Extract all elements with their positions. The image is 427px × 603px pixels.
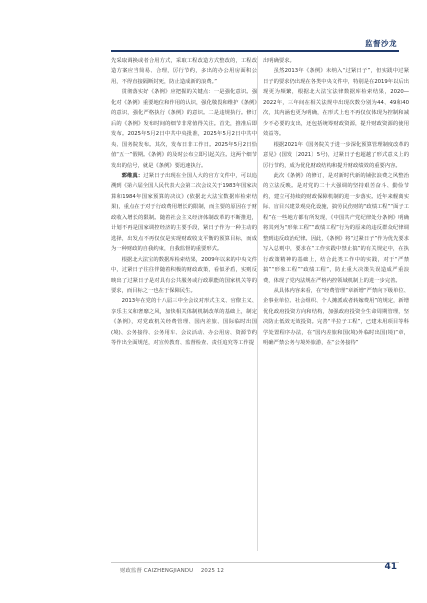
page-header bbox=[0, 0, 427, 20]
right-column bbox=[263, 56, 409, 551]
speaker-name: 郭维真： bbox=[121, 172, 144, 179]
page-number: 41 bbox=[384, 562, 397, 572]
paragraph: 此次《条例》的修订，是对新时代新的铺张浪费之风整治的立法反映。是对党的二十大强调的坚持艰苦奋斗、勤俭节约，建立可持续的财政保障机制的进一步落实。近年来舰离实际、盲目兴建景观亮化设施，搞劳民伤财的“政绩工程”“面子工程”在一些地方都有所发现，《中国共产党纪律处分条例》明确将其列为“形象工程”“政绩工程”行为的原来的违反群众纪律调整到违反政治纪律。因此，《条例》将“过紧日子”作为优先要求写入总则中，要求在“工作实践中禁止搞”的有关规定中，在执行政策精神的基础上，结合此类工作中的实践，对于“严禁搞”“形象工程”“政绩工程”，防止重大决策失误造成严重浪费，体现了党内法规在严格内控领域机制上的进一步完善。 bbox=[263, 172, 409, 284]
paragraph: 贯彻落实好《条例》应把握的关键点：一是强化意识。强化对《条例》重要地位和作用的认识，强化敬畏和维护《条例》的意识，强化严格执行《条例》的意识。二是违规执行。修订后的《条例》发布时间的细节非常值得关注。首先，推准后即发布。2025年5月2日中共中央批准，2025年5月2日中共中央、国务院发布。其次，发布日非工作日。2025年5月2日恰值“五一”假期。《条例》的及时公布立即引起关注。这两个细节发出的信号，就是《条例》要迅速执行。 bbox=[111, 89, 257, 169]
paragraph: 根据北大法宝的数据库检索结果，2009年以来的中央文件中，过紧日子往往伴随着积极的财政政策，看似矛盾，实则反映出了过紧日子是对具有公共服务或行政职能的国家机关等的要求，而目标之一也在于保障民生。 bbox=[111, 256, 257, 294]
paragraph: 从具体内容来看，在“经费管理”章新增“严禁向下级单位、企事业单位、社会组织、个人摊派或者转嫁费用”的规定，新增优化政府投资方向和结构，加强政府投资全生命周期管理，坚决防止低效无效投资。完善“半拉子工程”，已建未用项目等科学处置程序办法，在“国内差旅和国(境)外临时出国(境)”章，明确严禁公务与境外旅游，在“公务接待” bbox=[263, 287, 409, 347]
header-rule bbox=[111, 50, 399, 52]
section-tag: 监督沙龙 bbox=[365, 39, 397, 48]
issue-number: 2025 12 bbox=[200, 568, 225, 574]
paragraph: 郭维真：过紧日子出现在全国人大的官方文件中，可以追溯到《第六届全国人民代表大会第二次会议关于1983年国家决算和1984年国家预算的决议》(依据北大法宝数据库检索结果)，重点在于对于行政费用增长的限制，而主要的原因在于财政收入增长的限制。随着社会主义经济体制改革的不断推进，计划不再是国家调控经济的主要手段，紧日子作为一种主动的选择，出发点不再仅仅是实现财政收支平衡的预算目标，而成为一种财政的自我约束，自我监督的重要形式。 bbox=[111, 172, 257, 253]
journal-footer bbox=[120, 566, 224, 574]
paragraph: 根据2021年《国务院关于进一步深化预算管理制度改革的意见》(国发〔2021〕5号)，过紧日子也超越了形式意义上的厉行节约，成为优化财政结构和提升财政绩效的重要内容。 bbox=[263, 141, 409, 169]
paragraph: 出明确要求。 bbox=[263, 58, 295, 64]
paragraph: 虽然2013年《条例》未纳入“过紧日子”，但实践中过紧日子的要求仍出现在各类中央文件中，特别是在2019年以后出现更为频繁，根据北大法宝法律数据库检索结果，2020—2022年，三年间在相关法规中出现次数分别为44、49和40次，其内涵也更为明确，在形式上也不再仅仅体现为控制和减少不必要的支出，还包括统筹财政资源，提升财政资源的使用效益等。 bbox=[263, 68, 409, 138]
left-column bbox=[111, 56, 257, 551]
journal-name: 财政监督 CAIZHENGJIANDU bbox=[120, 568, 194, 574]
paragraph: 2013年在党的十八届三中全会议对形式主义、官僚主义、享乐主义和奢靡之风，加快相关体制机制改革的基础上，制定《条例》，对党政机关经费管理、国内差旅、国际临时出国(境)、公务接待、公务用车、会议活动、办公用房、资源节约等作出全面规范，对宣传教育、监督检查、责任追究等工作提 bbox=[111, 298, 257, 347]
column-divider bbox=[257, 56, 258, 551]
paragraph: 先采取调换或者合用方式，采取工程改造方式整改的，工程改造方案应当简易、合理，厉行节约，多出的办公用房面积公用，不得直接隔断封死，防止造成新的浪费。” bbox=[111, 58, 257, 85]
